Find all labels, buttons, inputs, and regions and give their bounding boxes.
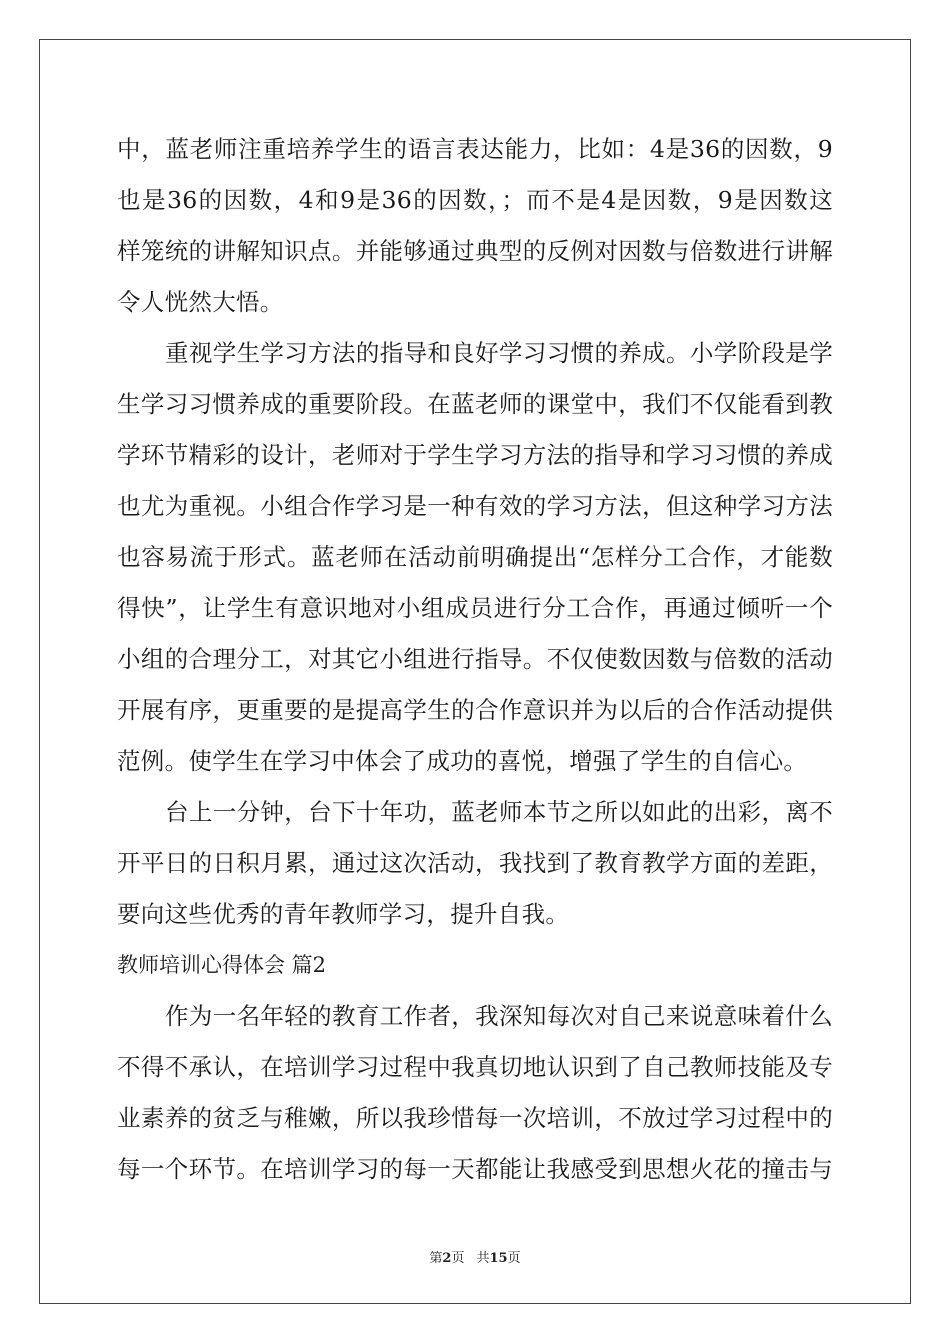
text-line: 作为一名年轻的教育工作者，我深知每次对自己来说意味着什么	[165, 1002, 833, 1030]
text-line: 得快”，让学生有意识地对小组成员进行分工合作，再通过倾听一个	[117, 594, 833, 622]
page-footer	[0, 1247, 950, 1266]
text-line: 中，蓝老师注重培养学生的语言表达能力，比如：4是36的因数，9	[117, 135, 833, 163]
document-body	[117, 124, 833, 1195]
text-line: 不得不承认，在培训学习过程中我真切地认识到了自己教师技能及专	[117, 1053, 833, 1081]
text-line: 也尤为重视。小组合作学习是一种有效的学习方法，但这种学习方法	[117, 492, 833, 520]
text-line: 重视学生学习方法的指导和良好学习习惯的养成。小学阶段是学	[165, 339, 833, 367]
total-suffix: 页	[507, 1251, 521, 1266]
page-number: 2	[442, 1251, 452, 1266]
text-line: 学环节精彩的设计，老师对于学生学习方法的指导和学习习惯的养成	[117, 441, 833, 469]
paragraph-4	[117, 991, 833, 1195]
text-line: 令人恍然大悟。	[117, 288, 284, 316]
total-pages: 15	[489, 1251, 508, 1266]
text-line: 样笼统的讲解知识点。并能够通过典型的反例对因数与倍数进行讲解	[117, 237, 833, 265]
page-suffix: 页	[451, 1251, 465, 1266]
text-line: 业素养的贫乏与稚嫩，所以我珍惜每一次培训，不放过学习过程中的	[117, 1104, 833, 1132]
text-line: 也容易流于形式。蓝老师在活动前明确提出“怎样分工合作，才能数	[117, 543, 833, 571]
text-line: 生学习习惯养成的重要阶段。在蓝老师的课堂中，我们不仅能看到教	[117, 390, 833, 418]
text-line: 也是36的因数，4和9是36的因数，；而不是4是因数，9是因数这	[117, 186, 833, 214]
page-prefix: 第	[429, 1251, 443, 1266]
text-line: 每一个环节。在培训学习的每一天都能让我感受到思想火花的撞击与	[117, 1155, 833, 1183]
text-line: 小组的合理分工，对其它小组进行指导。不仅使数因数与倍数的活动	[117, 645, 833, 673]
text-line: 开平日的日积月累，通过这次活动，我找到了教育教学方面的差距，	[117, 849, 833, 877]
text-line: 台上一分钟，台下十年功，蓝老师本节之所以如此的出彩，离不	[165, 798, 833, 826]
text-line: 要向这些优秀的青年教师学习，提升自我。	[117, 900, 570, 928]
text-line: 开展有序，更重要的是提高学生的合作意识并为以后的合作活动提供	[117, 696, 833, 724]
text-line: 范例。使学生在学习中体会了成功的喜悦，增强了学生的自信心。	[117, 747, 808, 775]
total-prefix: 共	[476, 1251, 490, 1266]
paragraph-1	[117, 124, 833, 328]
paragraph-2	[117, 328, 833, 787]
paragraph-3	[117, 787, 833, 940]
section-heading: 教师培训心得体会 篇2	[117, 953, 327, 977]
